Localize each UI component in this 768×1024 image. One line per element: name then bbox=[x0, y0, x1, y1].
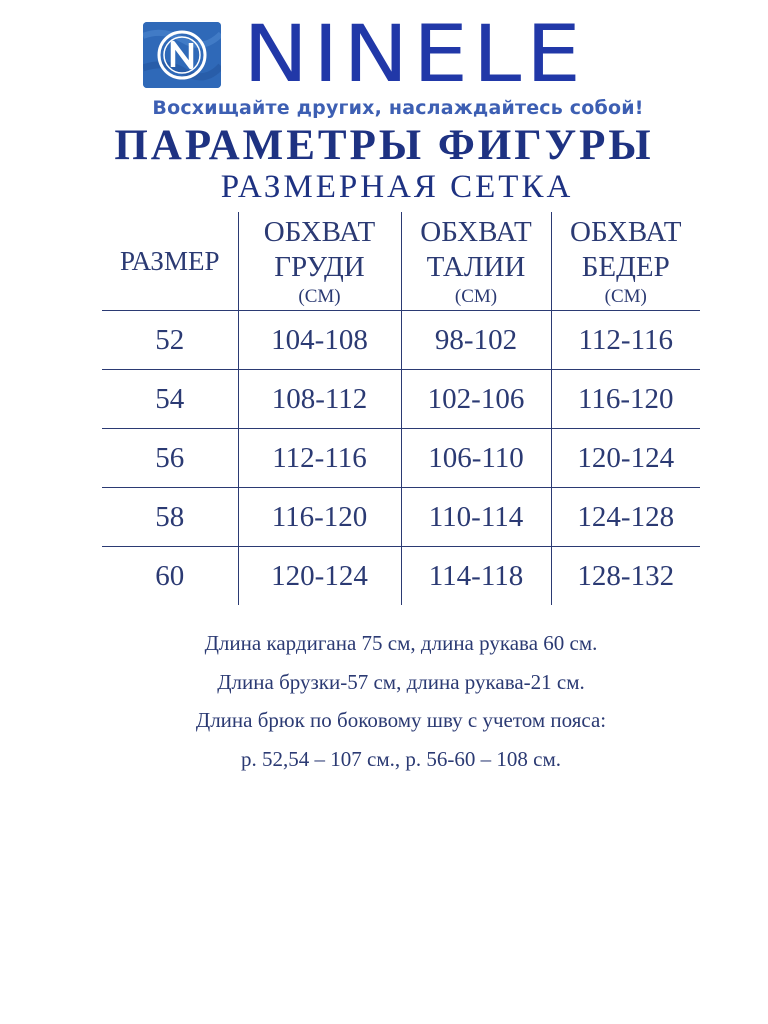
brand-slogan: Восхищайте других, наслаждайтесь собой! bbox=[152, 97, 644, 119]
note-line: Длина брузки-57 см, длина рукава-21 см. bbox=[217, 669, 585, 694]
header-waist-unit: (СМ) bbox=[454, 285, 498, 307]
cell-chest: 108-112 bbox=[238, 370, 401, 429]
cell-hips: 112-116 bbox=[551, 311, 700, 370]
size-chart-table bbox=[102, 212, 700, 605]
cell-hips: 116-120 bbox=[551, 370, 700, 429]
table-row bbox=[102, 547, 700, 606]
cell-waist: 98-102 bbox=[401, 311, 551, 370]
note-line: Длина кардигана 75 см, длина рукава 60 см. bbox=[204, 631, 598, 655]
header-chest-unit: (СМ) bbox=[298, 285, 341, 307]
header-chest bbox=[238, 212, 401, 311]
note-line: р. 52,54 – 107 см., р. 56-60 – 108 см. bbox=[241, 746, 561, 771]
cell-chest: 120-124 bbox=[238, 547, 401, 606]
cell-waist: 114-118 bbox=[401, 547, 551, 606]
cell-waist: 110-114 bbox=[401, 488, 551, 547]
table-row bbox=[102, 488, 700, 547]
garment-notes bbox=[0, 624, 768, 778]
header-waist bbox=[401, 212, 551, 311]
table-row bbox=[102, 429, 700, 488]
note-line: Длина брюк по боковому шву с учетом пояса: bbox=[195, 708, 607, 732]
header-waist-line1: ОБХВАТ bbox=[420, 215, 532, 248]
n-logo-icon bbox=[143, 22, 221, 88]
header-hips-line1: ОБХВАТ bbox=[570, 215, 682, 248]
cell-hips: 128-132 bbox=[551, 547, 700, 606]
brand-name: NINELE bbox=[243, 10, 586, 100]
table-row bbox=[102, 370, 700, 429]
cell-chest: 104-108 bbox=[238, 311, 401, 370]
page-title: ПАРАМЕТРЫ ФИГУРЫ bbox=[114, 122, 654, 169]
cell-waist: 102-106 bbox=[401, 370, 551, 429]
header-hips-line2: БЕДЕР bbox=[581, 250, 670, 283]
brand-header bbox=[0, 10, 768, 100]
page-subtitle: РАЗМЕРНАЯ СЕТКА bbox=[220, 169, 574, 205]
table-header-row bbox=[102, 212, 700, 311]
header-waist-line2: ТАЛИИ bbox=[426, 250, 526, 283]
cell-hips: 124-128 bbox=[551, 488, 700, 547]
cell-hips: 120-124 bbox=[551, 429, 700, 488]
table-row bbox=[102, 311, 700, 370]
cell-size: 58 bbox=[102, 488, 238, 547]
cell-size: 60 bbox=[102, 547, 238, 606]
cell-waist: 106-110 bbox=[401, 429, 551, 488]
cell-chest: 116-120 bbox=[238, 488, 401, 547]
cell-size: 56 bbox=[102, 429, 238, 488]
header-chest-line1: ОБХВАТ bbox=[263, 215, 376, 248]
cell-size: 54 bbox=[102, 370, 238, 429]
cell-chest: 112-116 bbox=[238, 429, 401, 488]
header-hips bbox=[551, 212, 700, 311]
header-chest-line2: ГРУДИ bbox=[274, 250, 365, 283]
header-hips-unit: (СМ) bbox=[604, 285, 647, 307]
header-size: РАЗМЕР bbox=[102, 212, 238, 311]
cell-size: 52 bbox=[155, 323, 185, 356]
